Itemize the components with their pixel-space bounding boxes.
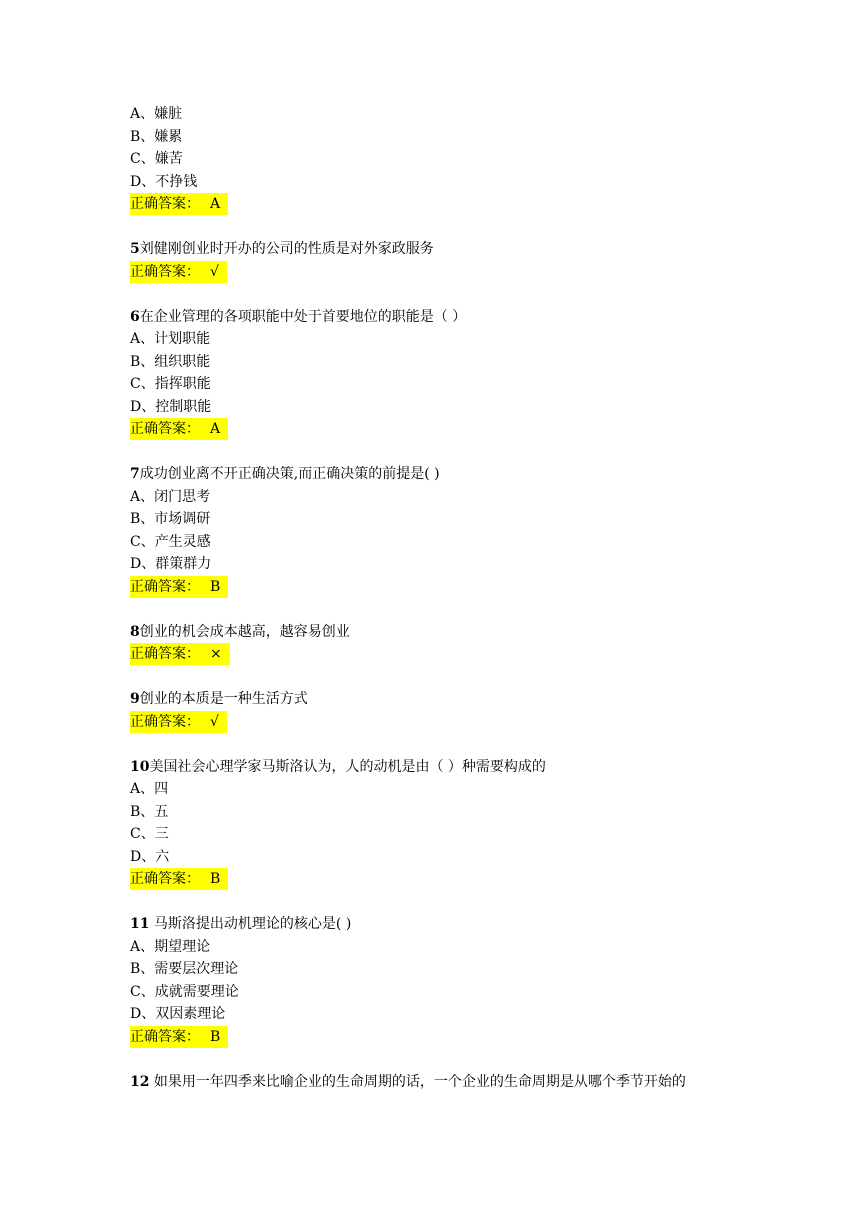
option-item: A、闭门思考 [130, 488, 211, 505]
answer-value: A [210, 196, 221, 212]
answer-line [130, 868, 790, 891]
block-spacer [130, 216, 790, 239]
answer-highlight [130, 261, 227, 283]
question-number: 9 [130, 691, 140, 707]
question-number: 8 [130, 623, 140, 640]
question-block [130, 913, 790, 1048]
question-line [130, 621, 790, 644]
answer-label: 正确答案： [130, 646, 200, 662]
answer-line [130, 711, 790, 734]
answer-label: 正确答案： [130, 196, 200, 212]
answer-highlight [130, 711, 227, 733]
option-item: B、需要层次理论 [130, 961, 239, 977]
question-text: 创业的机会成本越高，越容易创业 [139, 623, 350, 640]
question-text: 如果用一年四季来比喻企业的生命周期的话，一个企业的生命周期是从哪个季节开始的 [149, 1073, 686, 1090]
question-block [130, 621, 790, 666]
question-number: 10 [130, 758, 150, 775]
answer-highlight [130, 418, 228, 440]
option-item: D、控制职能 [130, 398, 212, 415]
block-spacer [130, 1048, 790, 1071]
option-item: D、群策群力 [130, 556, 212, 572]
answer-line [130, 1026, 790, 1049]
question-block [130, 756, 790, 891]
option-item: D、不挣钱 [130, 173, 198, 190]
option-item: B、五 [130, 803, 169, 820]
answer-highlight [130, 193, 228, 215]
question-text: 马斯洛提出动机理论的核心是( ) [149, 916, 352, 932]
answer-label: 正确答案： [130, 1028, 200, 1045]
answer-label: 正确答案： [130, 263, 200, 280]
answer-highlight [130, 1026, 228, 1048]
option-item: C、产生灵感 [130, 533, 211, 550]
question-block [130, 103, 790, 216]
option-item: A、期望理论 [130, 938, 211, 955]
answer-highlight [130, 576, 228, 598]
option-item: C、成就需要理论 [130, 983, 239, 1000]
question-line [130, 238, 790, 261]
option-item: B、市场调研 [130, 511, 211, 527]
block-spacer [130, 733, 790, 756]
question-line [130, 913, 790, 936]
option-item: A、计划职能 [130, 331, 211, 347]
option-item: D、双因素理论 [130, 1006, 226, 1022]
answer-value: B [210, 1028, 221, 1045]
answer-line [130, 643, 790, 666]
answer-value: × [210, 646, 222, 662]
question-line [130, 688, 790, 711]
block-spacer [130, 891, 790, 914]
question-line [130, 306, 790, 329]
block-spacer [130, 666, 790, 689]
answer-value: √ [210, 713, 219, 730]
question-text: 美国社会心理学家马斯洛认为，人的动机是由（ ）种需要构成的 [149, 758, 546, 775]
block-spacer [130, 283, 790, 306]
question-number: 6 [130, 308, 140, 325]
answer-highlight [130, 643, 230, 665]
question-number: 11 [130, 916, 150, 932]
answer-line [130, 576, 790, 599]
answer-label: 正确答案： [130, 713, 200, 730]
block-spacer [130, 441, 790, 464]
answer-label: 正确答案： [130, 421, 200, 437]
question-number: 12 [130, 1073, 150, 1090]
question-block [130, 1071, 790, 1094]
answer-value: A [210, 421, 221, 437]
option-item: D、六 [130, 848, 170, 865]
question-block [130, 306, 790, 441]
question-text: 刘健刚创业时开办的公司的性质是对外家政服务 [139, 241, 434, 257]
question-number: 7 [130, 466, 140, 482]
option-item: C、三 [130, 826, 169, 842]
document-page [130, 103, 790, 1093]
question-text: 成功创业离不开正确决策,而正确决策的前提是( ) [139, 466, 440, 482]
option-item: A、嫌脏 [130, 106, 183, 122]
answer-highlight [130, 868, 228, 890]
answer-line [130, 261, 790, 284]
question-block [130, 238, 790, 283]
block-spacer [130, 598, 790, 621]
question-number: 5 [130, 241, 140, 257]
option-item: B、嫌累 [130, 128, 183, 145]
question-block [130, 463, 790, 598]
answer-line [130, 193, 790, 216]
answer-value: B [210, 871, 221, 887]
answer-line [130, 418, 790, 441]
option-item: B、组织职能 [130, 353, 211, 370]
option-item: C、嫌苦 [130, 151, 183, 167]
answer-label: 正确答案： [130, 871, 200, 887]
question-text: 创业的本质是一种生活方式 [139, 691, 308, 707]
question-block [130, 688, 790, 733]
question-line [130, 756, 790, 779]
question-line [130, 1071, 790, 1094]
answer-value: B [210, 578, 221, 595]
question-text: 在企业管理的各项职能中处于首要地位的职能是（ ） [139, 308, 467, 325]
answer-label: 正确答案： [130, 578, 200, 595]
option-item: A、四 [130, 781, 169, 797]
question-line [130, 463, 790, 486]
answer-value: √ [210, 263, 219, 280]
option-item: C、指挥职能 [130, 376, 211, 392]
